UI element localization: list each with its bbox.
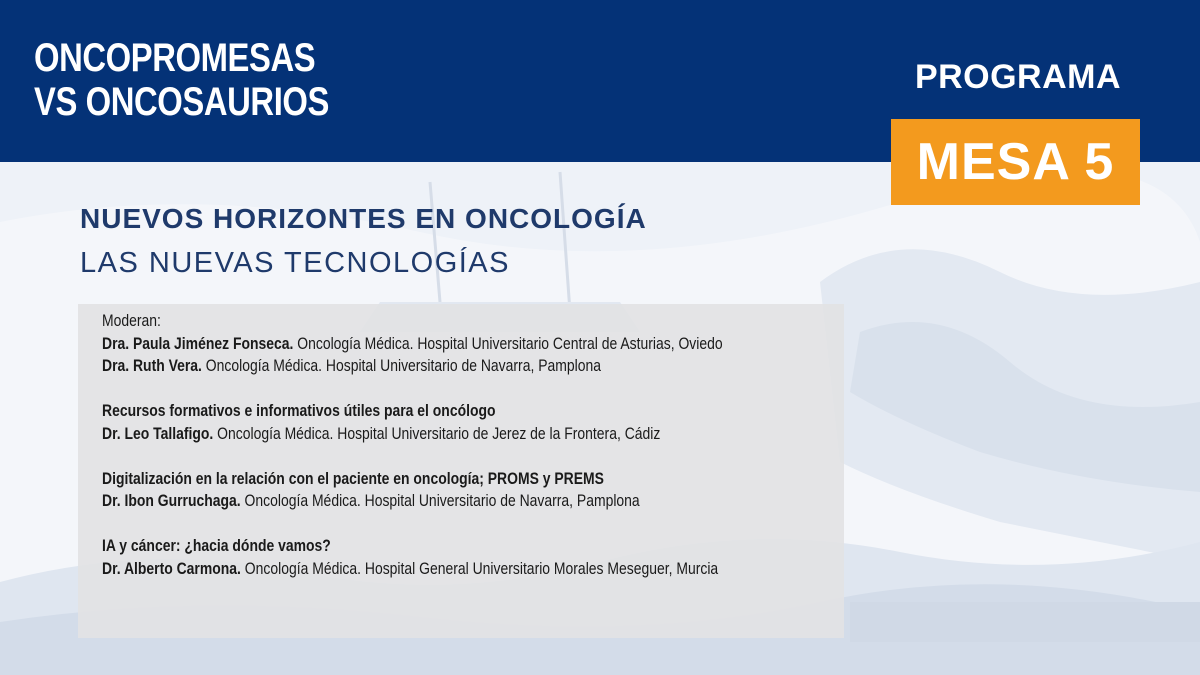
speaker-affiliation: Oncología Médica. Hospital Universitario de Jerez de la Frontera, Cádiz xyxy=(213,423,661,443)
moderator-row xyxy=(102,355,840,378)
mesa-badge: MESA 5 xyxy=(891,119,1140,205)
speaker-name: Dr. Alberto Carmona. xyxy=(102,558,241,578)
moderator-affiliation: Oncología Médica. Hospital Universitario Central de Asturias, Oviedo xyxy=(293,333,723,353)
speaker-affiliation: Oncología Médica. Hospital Universitario de Navarra, Pamplona xyxy=(240,491,640,510)
speaker-row xyxy=(102,423,840,446)
speaker-row xyxy=(102,490,840,513)
moderator-name: Dra. Paula Jiménez Fonseca. xyxy=(102,333,294,353)
moderator-affiliation: Oncología Médica. Hospital Universitario de Navarra, Pamplona xyxy=(201,356,601,375)
speaker-name: Dr. Leo Tallafigo. xyxy=(102,423,214,443)
talk-topic: Digitalización en la relación con el paciente en oncología; PROMS y PREMS xyxy=(102,468,604,488)
event-logo xyxy=(34,36,329,124)
speaker-affiliation: Oncología Médica. Hospital General Universitario Morales Meseguer, Murcia xyxy=(240,558,719,578)
speaker-name: Dr. Ibon Gurruchaga. xyxy=(102,491,241,510)
program-panel xyxy=(78,304,844,638)
speaker-row xyxy=(102,558,840,581)
programa-label: PROGRAMA xyxy=(914,58,1122,96)
brand-line-1: ONCOPROMESAS xyxy=(34,36,316,80)
talk-topic: IA y cáncer: ¿hacia dónde vamos? xyxy=(102,536,331,555)
talk-topic: Recursos formativos e informativos útiles para el oncólogo xyxy=(102,401,496,420)
moderator-name: Dra. Ruth Vera. xyxy=(102,356,202,375)
brand-line-2: VS ONCOSAURIOS xyxy=(34,80,329,124)
session-title: NUEVOS HORIZONTES EN ONCOLOGÍA xyxy=(80,203,647,234)
moderator-row xyxy=(102,333,840,356)
session-subtitle: LAS NUEVAS TECNOLOGÍAS xyxy=(80,247,510,279)
moderan-label: Moderan: xyxy=(102,311,161,330)
